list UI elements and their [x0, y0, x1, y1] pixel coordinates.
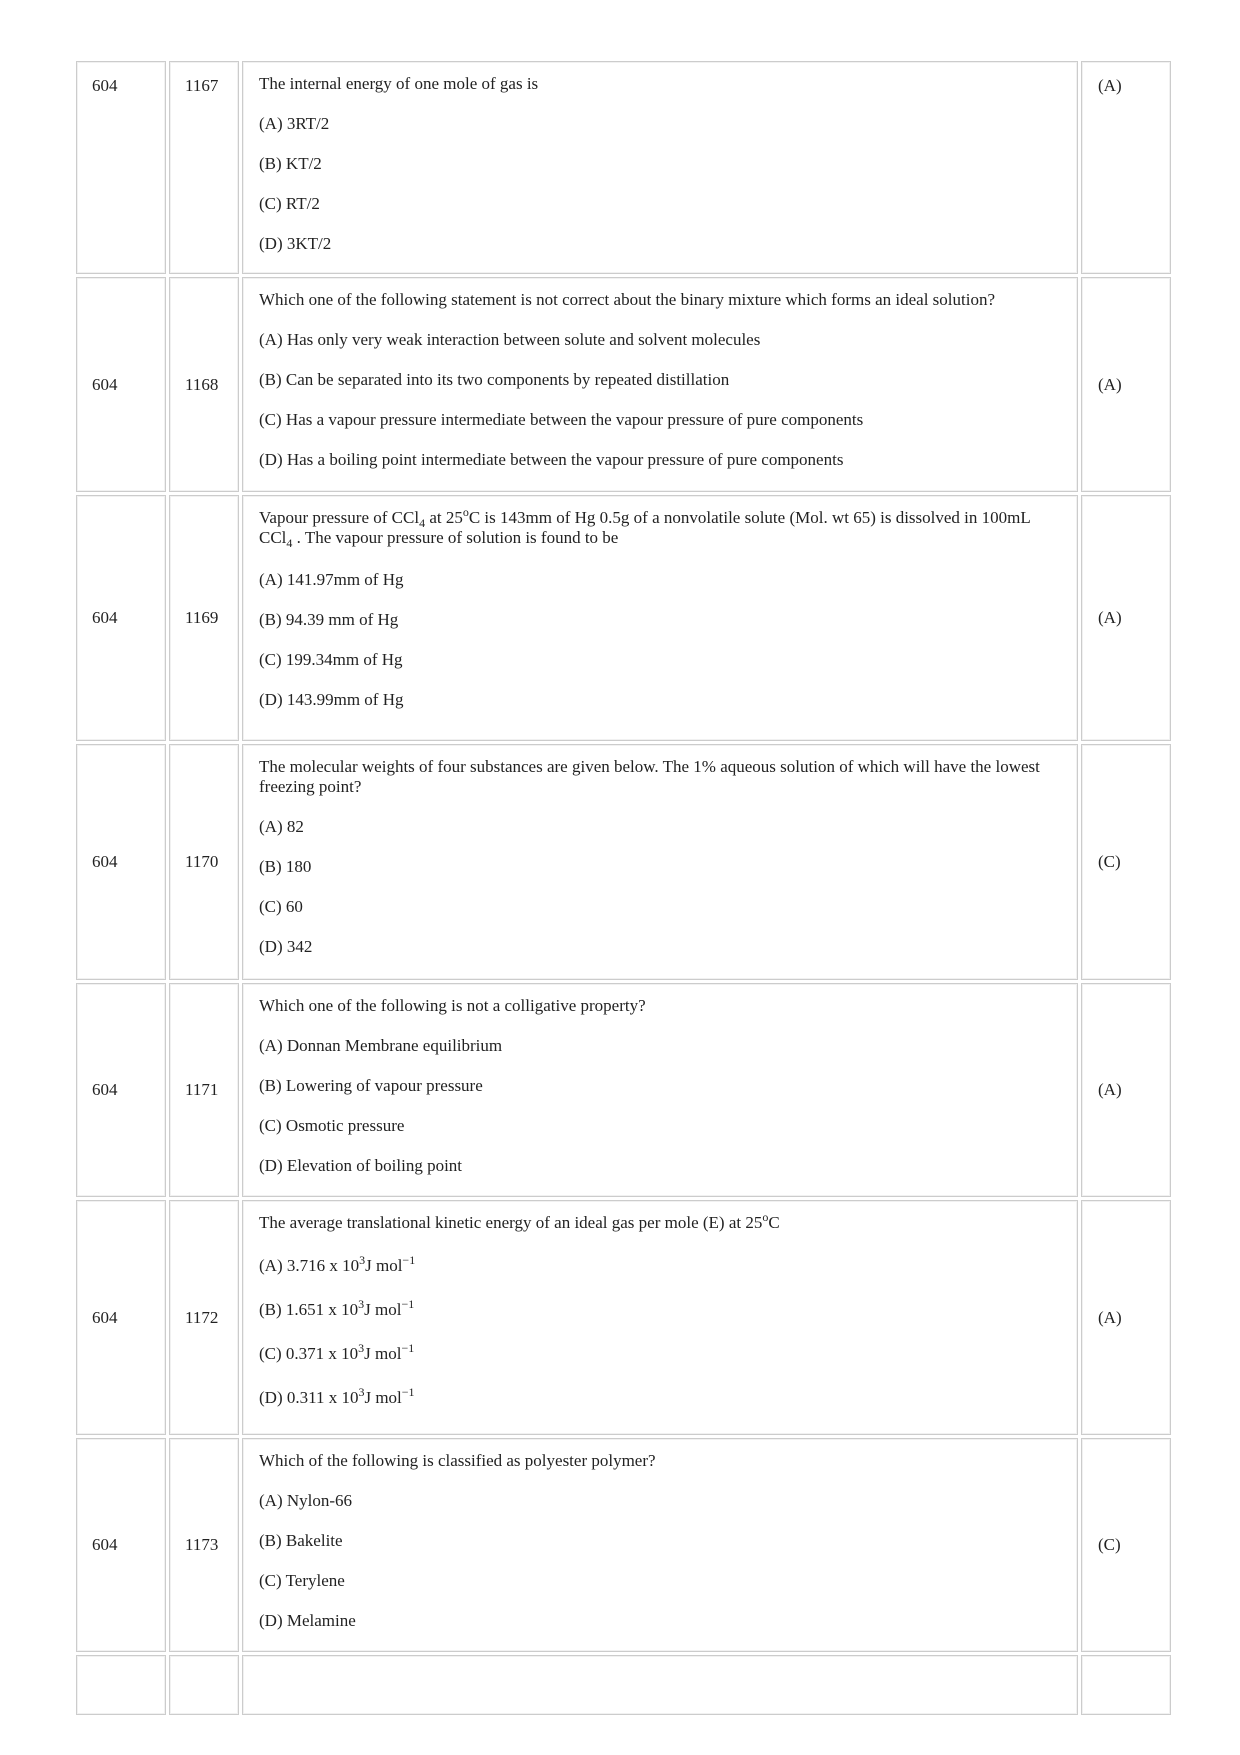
answer-cell: (A) — [1081, 277, 1171, 492]
option-b: (B) 1.651 x $10^3J$ mol$^{-1}$ — [259, 1297, 415, 1319]
option-c: (C) RT/2 — [259, 194, 320, 213]
answer-cell — [1081, 1655, 1171, 1715]
option-c: (C) Osmotic pressure — [259, 1116, 405, 1135]
option-d: (D) 0.311 x $10^3J$ mol$^{-1}$ — [259, 1385, 415, 1407]
question-text: Which one of the following is not a colligative property? — [259, 996, 646, 1015]
option-a: (A) Donnan Membrane equilibrium — [259, 1036, 503, 1055]
option-b: (B) KT/2 — [259, 154, 322, 173]
option-d: (D) 3KT/2 — [259, 234, 332, 253]
option-b: (B) Lowering of vapour pressure — [259, 1076, 483, 1095]
question-number-cell: 1172 — [169, 1200, 239, 1435]
question-cell — [242, 495, 1078, 741]
question-text: The average translational kinetic energy of an ideal gas per mole (E) at 25$^o$C — [259, 1210, 780, 1232]
option-d: (D) 143.99mm of Hg — [259, 690, 404, 709]
option-b: (B) 94.39 mm of Hg — [259, 610, 399, 629]
option-c: (C) Terylene — [259, 1571, 345, 1590]
question-cell — [242, 61, 1078, 274]
option-d: (D) Has a boiling point intermediate between the vapour pressure of pure components — [259, 450, 844, 469]
table-row — [76, 277, 1171, 492]
option-a: (A) 3.716 x $10^3J$ mol$^{-1}$ — [259, 1253, 416, 1275]
answer-cell: (A) — [1081, 983, 1171, 1197]
option-b: (B) 180 — [259, 857, 312, 876]
option-d: (D) 342 — [259, 937, 313, 956]
subject-code-cell: 604 — [76, 744, 166, 980]
question-text: The molecular weights of four substances are given below. The 1% aqueous solution of which will have the lowest freezing point? — [259, 757, 1040, 796]
table-row — [76, 495, 1171, 741]
option-d: (D) Elevation of boiling point — [259, 1156, 463, 1175]
subject-code-cell: 604 — [76, 983, 166, 1197]
option-c: (C) Has a vapour pressure intermediate between the vapour pressure of pure components — [259, 410, 864, 429]
subject-code-cell — [76, 1655, 166, 1715]
question-text: Vapour pressure of CCl$_4$ at 25$^o$C is 143mm of Hg 0.5g of a nonvolatile solute (Mol. wt 65) is dissolved in 100mL CCl$_4$ . The vapour pressure of solution is found to be — [259, 505, 1031, 550]
subject-code-cell: 604 — [76, 277, 166, 492]
question-cell — [242, 744, 1078, 980]
answer-cell: (A) — [1081, 495, 1171, 741]
option-a: (A) 141.97mm of Hg — [259, 570, 404, 589]
question-number-cell: 1168 — [169, 277, 239, 492]
question-number-cell: 1169 — [169, 495, 239, 741]
question-text: Which of the following is classified as polyester polymer? — [259, 1451, 656, 1470]
question-cell — [242, 1438, 1078, 1652]
table-row — [76, 1438, 1171, 1652]
option-d: (D) Melamine — [259, 1611, 356, 1630]
question-text: Which one of the following statement is not correct about the binary mixture which forms an ideal solution? — [259, 290, 995, 309]
subject-code-cell: 604 — [76, 495, 166, 741]
subject-code-cell: 604 — [76, 1200, 166, 1435]
table-row — [76, 744, 1171, 980]
table-row — [76, 61, 1171, 274]
option-a: (A) Nylon-66 — [259, 1491, 353, 1510]
answer-cell: (A) — [1081, 61, 1171, 274]
option-b: (B) Bakelite — [259, 1531, 343, 1550]
table-row — [76, 983, 1171, 1197]
question-table — [73, 58, 1174, 1718]
answer-cell: (C) — [1081, 1438, 1171, 1652]
question-cell — [242, 277, 1078, 492]
table-row — [76, 1200, 1171, 1435]
subject-code-cell: 604 — [76, 61, 166, 274]
question-number-cell: 1170 — [169, 744, 239, 980]
answer-cell: (C) — [1081, 744, 1171, 980]
option-b: (B) Can be separated into its two components by repeated distillation — [259, 370, 730, 389]
question-text: The internal energy of one mole of gas is — [259, 74, 539, 93]
table-row — [76, 1655, 1171, 1715]
option-c: (C) 0.371 x $10^3J$ mol$^{-1}$ — [259, 1341, 415, 1363]
option-c: (C) 60 — [259, 897, 303, 916]
question-cell — [242, 983, 1078, 1197]
question-cell — [242, 1200, 1078, 1435]
option-c: (C) 199.34mm of Hg — [259, 650, 403, 669]
question-number-cell: 1167 — [169, 61, 239, 274]
question-number-cell: 1173 — [169, 1438, 239, 1652]
option-a: (A) 82 — [259, 817, 304, 836]
option-a: (A) Has only very weak interaction between solute and solvent molecules — [259, 330, 761, 349]
subject-code-cell: 604 — [76, 1438, 166, 1652]
question-number-cell — [169, 1655, 239, 1715]
question-cell — [242, 1655, 1078, 1715]
question-number-cell: 1171 — [169, 983, 239, 1197]
option-a: (A) 3RT/2 — [259, 114, 330, 133]
answer-cell: (A) — [1081, 1200, 1171, 1435]
